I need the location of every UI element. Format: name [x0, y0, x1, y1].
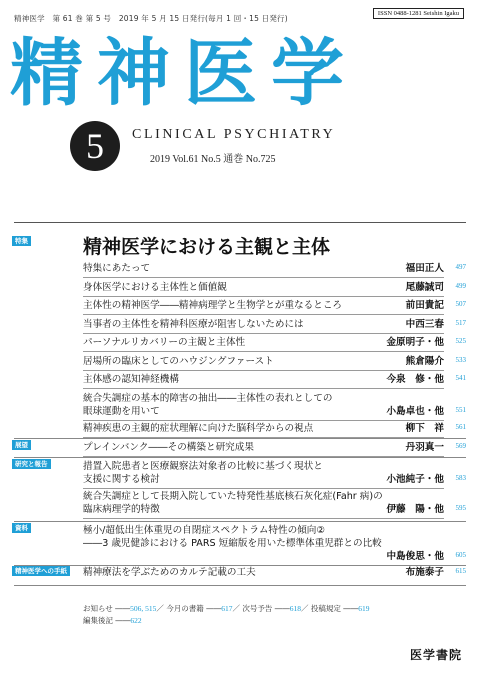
toc-entry[interactable]	[83, 460, 466, 486]
journal-english-title: CLINICAL PSYCHIATRY	[132, 127, 336, 142]
toc-entry[interactable]	[83, 524, 466, 563]
feature-tag: 特集	[12, 236, 31, 246]
footer-books-page: 617	[221, 604, 233, 613]
section-tag-letter: 精神医学への手紙	[12, 566, 70, 576]
toc-entry-page: 541	[455, 374, 466, 382]
toc-entry-author: 福田正人	[405, 263, 444, 274]
entry-underline	[83, 370, 444, 371]
toc-entry-title-line2: 支援に関する検討	[83, 474, 160, 485]
toc-entry[interactable]	[83, 299, 466, 312]
toc-entry-title-line2: 臨床病理学的特徴	[83, 504, 160, 515]
header-issue-line: 精神医学 第 61 巻 第 5 号 2019 年 5 月 15 日発行(毎月 1 回・15 日発行)	[14, 14, 288, 23]
toc-entry-page: 497	[455, 263, 466, 271]
entry-underline	[83, 314, 444, 315]
entry-underline	[83, 296, 444, 297]
journal-title: 精神医学	[10, 31, 358, 116]
toc-entry-title: 主体感の認知神経機構	[83, 374, 179, 385]
issue-number-badge: 5	[70, 121, 120, 171]
toc-entry[interactable]	[83, 281, 466, 294]
toc-entry-author: 中島俊思・他	[386, 551, 444, 562]
toc-entry-page: 583	[455, 474, 466, 482]
toc-entry-author: 金原明子・他	[386, 337, 444, 348]
section-tag-material: 資料	[12, 523, 31, 533]
toc-entry[interactable]	[83, 490, 466, 516]
toc-entry-author: 丹羽真一	[405, 442, 444, 453]
toc-entry[interactable]	[83, 373, 466, 386]
toc-entry-title: 特集にあたって	[83, 263, 151, 274]
toc-entry[interactable]	[83, 262, 466, 275]
footer-notice-label[interactable]: お知らせ	[83, 604, 113, 613]
section-tag-perspective: 展望	[12, 440, 31, 450]
toc-entry[interactable]	[83, 318, 466, 331]
divider	[14, 521, 466, 522]
toc-entry-page: 507	[455, 300, 466, 308]
toc-entry-title: 主体性の精神医学――精神病理学と生物学とが重なるところ	[83, 300, 343, 311]
toc-entry-title: 精神疾患の主観的症状理解に向けた脳科学からの視点	[83, 423, 314, 434]
section-tag-research: 研究と報告	[12, 459, 51, 469]
toc-entry-title: パーソナルリカバリーの主観と主体性	[83, 337, 246, 348]
toc-entry-author: 熊倉陽介	[405, 356, 444, 367]
footer-links-line2: 編集後記 ――622	[83, 616, 142, 625]
toc-entry-author: 柳下 祥	[405, 423, 444, 434]
toc-entry-page: 525	[455, 337, 466, 345]
toc-entry[interactable]	[83, 392, 466, 418]
entry-underline	[83, 518, 444, 519]
toc-entry-author: 今泉 修・他	[386, 374, 444, 385]
toc-entry-title: プレインバンク――その構築と研究成果	[83, 442, 254, 453]
divider-top	[14, 222, 466, 223]
footer-links-line1: お知らせ ――506, 515／ 今月の書籍 ――617／ 次号予告 ――618／ 投稿規定 ――619	[83, 604, 370, 613]
toc-entry-title: 統合失調症として長期入院していた特発性基底核石灰化症(Fahr 病)の	[83, 491, 383, 502]
toc-entry-title: 居場所の臨床としてのハウジングファースト	[83, 356, 274, 367]
toc-entry-page: 551	[455, 406, 466, 414]
entry-underline	[83, 333, 444, 334]
toc-entry[interactable]	[83, 336, 466, 349]
footer-next-label[interactable]: 次号予告	[242, 604, 273, 613]
footer-submission-label[interactable]: 投稿規定	[310, 604, 341, 613]
toc-entry-author: 尾藤誠司	[405, 282, 444, 293]
toc-entry-page: 533	[455, 356, 466, 364]
toc-entry-title: 措置入院患者と医療観察法対象者の比較に基づく現状と	[83, 461, 323, 472]
footer-next-page: 618	[289, 604, 301, 613]
toc-entry-title: 統合失調症の基本的障害の抽出――主体性の表れとしての	[83, 393, 333, 404]
toc-entry-page: 517	[455, 319, 466, 327]
entry-underline	[83, 388, 444, 389]
toc-entry-page: 605	[455, 551, 466, 559]
toc-entry-author: 小池純子・他	[386, 474, 444, 485]
footer-editorial-page: 622	[130, 616, 142, 625]
divider	[14, 457, 466, 458]
toc-entry-title-line2: ――3 歳児健診における PARS 短縮版を用いた標準体重児群との比較	[83, 538, 382, 549]
publisher-name: 医学書院	[409, 648, 462, 662]
toc-entry-author: 布施泰子	[405, 567, 444, 578]
footer-editorial-label[interactable]: 編集後記	[83, 616, 113, 625]
toc-entry-author: 伊藤 陽・他	[386, 504, 444, 515]
toc-entry-author: 中西三春	[405, 319, 444, 330]
entry-underline	[83, 277, 444, 278]
entry-underline	[83, 351, 444, 352]
toc-entry[interactable]	[83, 441, 466, 454]
toc-entry-author: 小島卓也・他	[386, 406, 444, 417]
toc-entry-page: 499	[455, 282, 466, 290]
entry-underline	[83, 420, 444, 421]
volume-line: 2019 Vol.61 No.5 通巻 No.725	[150, 154, 276, 165]
toc-entry-title-line2: 眼球運動を用いて	[83, 406, 160, 417]
toc-entry-title: 極小/超低出生体重児の自閉症スペクトラム特性の傾向②	[83, 525, 325, 536]
toc-entry-author: 前田貴記	[405, 300, 444, 311]
issn-box: ISSN 0488-1281 Seishin Igaku	[373, 8, 464, 19]
toc-entry-page: 595	[455, 504, 466, 512]
toc-entry[interactable]	[83, 422, 466, 435]
toc-entry[interactable]	[83, 566, 466, 579]
toc-entry-title: 身体医学における主体性と価値観	[83, 282, 227, 293]
toc-entry[interactable]	[83, 355, 466, 368]
footer-notice-pages: 506, 515	[130, 604, 157, 613]
toc-entry-page: 615	[455, 567, 466, 575]
toc-entry-title: 当事者の主体性を精神科医療が阻害しないためには	[83, 319, 304, 330]
toc-entry-title: 精神療法を学ぶためのカルテ記載の工夫	[83, 567, 256, 578]
divider	[14, 438, 466, 439]
toc-entry-page: 569	[455, 442, 466, 450]
entry-underline	[83, 488, 444, 489]
feature-title: 精神医学における主観と主体	[83, 236, 331, 258]
divider-bottom	[14, 585, 466, 586]
footer-books-label[interactable]: 今月の書籍	[166, 604, 204, 613]
footer-submission-page: 619	[358, 604, 370, 613]
toc-entry-page: 561	[455, 423, 466, 431]
